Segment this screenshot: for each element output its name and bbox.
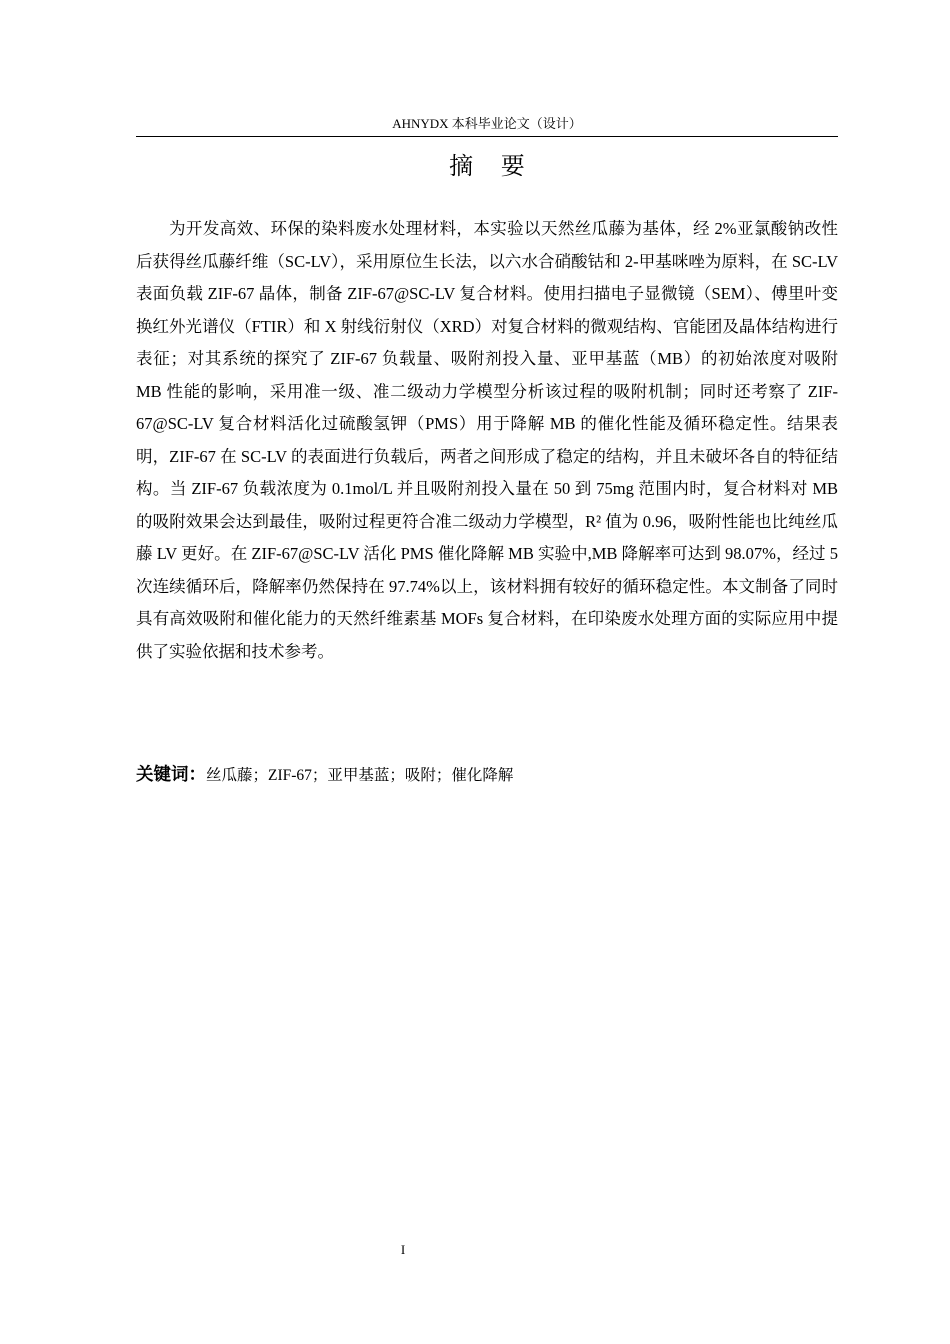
abstract-title: 摘 要 (449, 152, 535, 180)
page-number: I (400, 1242, 406, 1257)
running-header: AHNYDX 本科毕业论文（设计） (392, 116, 582, 131)
abstract-body: 为开发高效、环保的染料废水处理材料，本实验以天然丝瓜藤为基体，经 2%亚氯酸钠改性后获得丝瓜藤纤维（SC-LV），采用原位生长法，以六水合硝酸钴和 2-甲基咪唑为原料，在 SC-LV 表面负载 ZIF-67 晶体，制备 ZIF-67@SC-LV 复合材料。使用扫描电子显微镜（SEM）、傅里叶变换红外光谱仪（FTIR）和 X 射线衍射仪（XRD）对复合材料的微观结构、官能团及晶体结构进行表征；对其系统的探究了 ZIF-67 负载量、吸附剂投入量、亚甲基蓝（MB）的初始浓度对吸附 MB 性能的影响，采用准一级、准二级动力学模型分析该过程的吸附机制；同时还考察了 ZIF-67@SC-LV 复合材料活化过硫酸氢钾（PMS）用于降解 MB 的催化性能及循环稳定性。结果表明，ZIF-67 在 SC-LV 的表面进行负载后，两者之间形成了稳定的结构，并且未破坏各自的特征结构。当 ZIF-67 负载浓度为 0.1mol/L 并且吸附剂投入量在 50 到 75mg 范围内时，复合材料对 MB 的吸附效果会达到最佳，吸附过程更符合准二级动力学模型，R² 值为 0.96，吸附性能也比纯丝瓜藤 LV 更好。在 ZIF-67@SC-LV 活化 PMS 催化降解 MB 实验中,MB 降解率可达到 98.07%，经过 5 次连续循环后，降解率仍然保持在 97.74%以上，该材料拥有较好的循环稳定性。本文制备了同时具有高效吸附和催化能力的天然纤维素基 MOFs 复合材料，在印染废水处理方面的实际应用中提供了实验依据和技术参考。 (136, 219, 838, 661)
keywords-line (136, 760, 838, 791)
header-rule (136, 136, 838, 137)
keywords-label: 关键词： (136, 765, 206, 785)
keywords-values: 丝瓜藤；ZIF-67；亚甲基蓝；吸附；催化降解 (206, 767, 514, 784)
